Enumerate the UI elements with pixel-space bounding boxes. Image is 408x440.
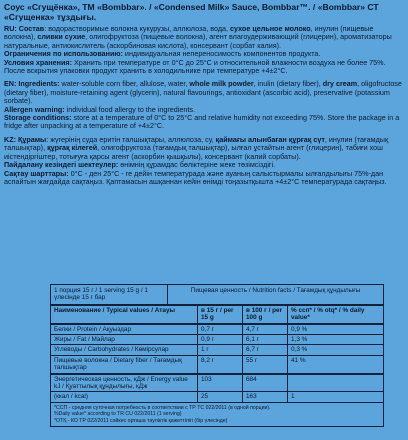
ru-composition: RU: Состав: водорастворимые волокна кукурузы, аллюлоза, вода, сухое цельное молоко, инулин (пищевые волокна), сливки сухие, олигофруктоза (пищевые волокна), агент влагоудерживающий (глицерин), ароматизаторы натуральные, антиокислитель (аскорбиновая кислота), консервант (сорбат калия). [4, 24, 392, 50]
kcal-row: (ккал / kcal) 25 163 1 [51, 391, 383, 401]
nutrition-header [51, 285, 383, 305]
col-100g-header: в 100 г / per 100 g [243, 306, 288, 323]
product-label [4, 2, 404, 191]
en-block [4, 80, 404, 130]
kz-storage: Сақтау шарттары: 0°С - ден 25°С - ге дейін температурада және ауаның салыстырмалы ылғалдылығы 75%-дан аспайтын жағдайда сақтаңыз. Қаптамасын ашқаннан кейін өнімді тоңазытқышта +4±2°С температурада сақтаңыз. [4, 168, 387, 186]
kz-limits: Пайдалану кезіндегі шектеулер: өнімнің құрамдас бөліктеріне жеке төзімсіздігі. [4, 160, 276, 170]
table-row: Пищевые волокна / Dietary fiber / Тағамдық талшықтар 8,2 г 55 г 41 % [51, 355, 383, 373]
product-title: Соус «Сгущёнка», ТМ «Bombbar». / «Condensed Milk» Sauce, Bombbar™. / «Bombbar» СТ «Сгущенка» тұздығы. [4, 2, 379, 22]
nutrition-table [50, 284, 384, 427]
table-header-row [51, 305, 383, 323]
table-row: Углеводы / Carbohydrates / Көмірсулар 1 г 6,7 г 0,3 % [51, 344, 383, 354]
footnote-kz: *ОТҚ - КО ТР 022/2011 сәйкес орташа тәуліктік қажеттілігі (бір үлесінде) [54, 417, 228, 424]
kz-composition: KZ: Құрамы: жүгерінің суда еритін талшықтары, аллюлоза, су, қаймағы алынбаған құрғақ сүт, инулин (тағамдық талшықтар), құрғақ кілегей, олигофруктоза (тағамдық талшықтар), ылғал ұстайтын агент (глицерин), табиғи хош иістендіргіштер, тотығуға қарсы агент (аскорбин қышқылы), консервант (калий сорбаты). [4, 134, 389, 161]
footnote-en: %Daily value* according to TR CU 022/2011 (1 serving) [54, 411, 182, 418]
en-ingredients: EN: Ingredients: water-soluble corn fiber, allulose, water, whole milk powder, inulin (dietary fiber), dry cream, oligofructose (dietary fiber), moisture-retaining agent (glycerin), natural flavourings, antioxidant (ascorbic acid), preservative (potassium sorbate). [4, 79, 402, 106]
col-pct-header: % ссп* / % otq* / % daily value* [291, 306, 365, 322]
en-allergen: Allergen warning: individual food allergy to the ingredients. [4, 104, 195, 114]
table-footnotes [51, 402, 383, 426]
table-row: Жиры / Fat / Майлар 0,9 г 6,1 г 1,3 % [51, 334, 383, 344]
ru-limits: Ограничения по использованию: индивидуальная непереносимость компонентов продукта. [4, 49, 321, 59]
ru-storage: Условия хранения: Хранить при температуре от 0°С до 25°С и относительной влажности воздуха не более 75%. После вскрытия упаковки продукт хранить в холодильнике при температуре +4±2°С. [4, 57, 386, 76]
footnote-ru: *ССП - средняя суточная потребность в соответствии с ТР ТС 022/2011 (в одной порции). [54, 404, 271, 411]
portion-label: 1 порция 15 г / 1 serving 15 g / 1 үлесінде 15 г бар [51, 285, 168, 304]
energy-row: Энергетическая ценность, кДж / Energy value kJ / Қуаттылық құндылығы, кДж 103 684 [51, 373, 383, 392]
ru-block [4, 25, 404, 75]
en-storage: Storage conditions: store at a temperature of 0°C to 25°C and relative humidity not exceeding 75%. Store the package in a fridge after unpacking at a temperature of +4±2°C. [4, 113, 400, 131]
col-15g-header: в 15 г / per 15 g [198, 306, 243, 323]
kz-block [4, 136, 404, 186]
col-name-header: Наименование / Typical values / Атауы [51, 306, 198, 323]
nutrition-facts-title: Пищевая ценность / Nutrition facts / Тағамдық құндылығы [190, 287, 361, 294]
table-row: Белки / Protein / Ақуыздар 0,7 г 4,7 г 0,9 % [51, 323, 383, 334]
